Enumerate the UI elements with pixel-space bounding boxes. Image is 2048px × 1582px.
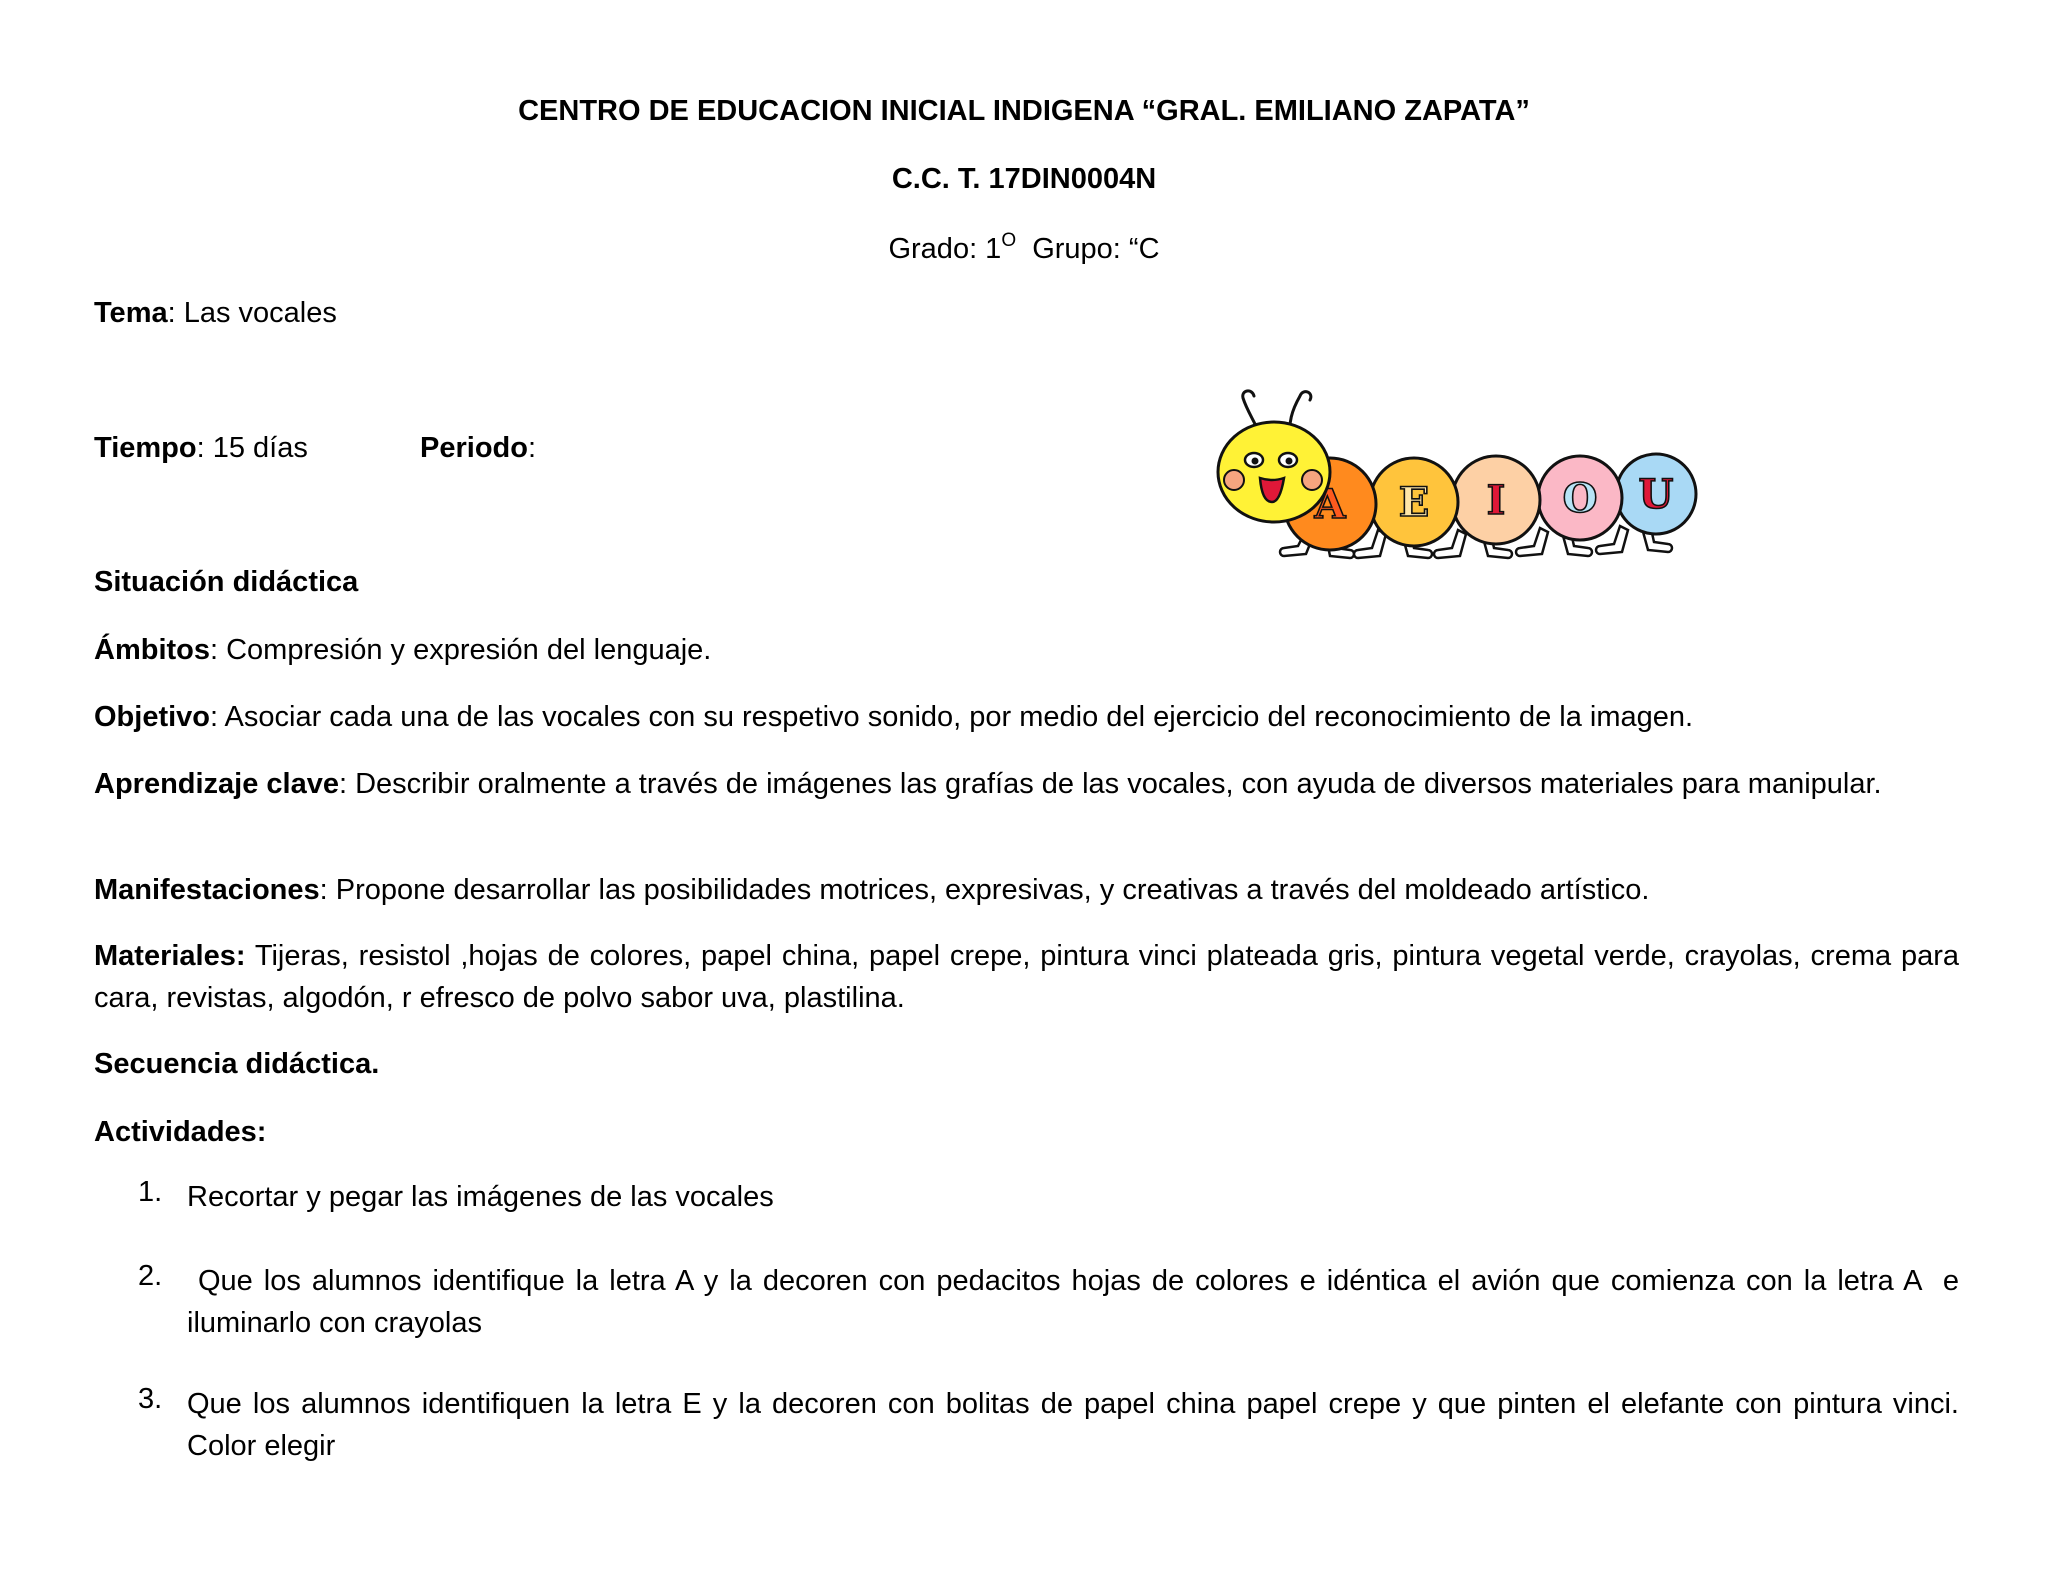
objetivo-value: : Asociar cada una de las vocales con su respetivo sonido, por medio del ejercicio del reconocimiento de la imagen. (210, 701, 1694, 733)
tema-value: : Las vocales (167, 297, 337, 329)
materiales-label: Materiales: (94, 940, 246, 972)
aprendizaje-label: Aprendizaje clave (94, 768, 339, 800)
manifestaciones-value: : Propone desarrollar las posibilidades motrices, expresivas, y creativas a través del moldeado artístico. (319, 874, 1650, 906)
materiales-paragraph (94, 935, 1959, 1019)
tema-line (94, 297, 337, 330)
grupo-label: Grupo: “C (1016, 233, 1160, 265)
vowel-a: A (1314, 481, 1346, 528)
vowel-o: O (1562, 475, 1598, 522)
grado-grupo (0, 230, 2048, 266)
ambitos-label: Ámbitos (94, 634, 210, 666)
ambitos-value: : Compresión y expresión del lenguaje. (210, 634, 712, 666)
objetivo-line (94, 701, 1693, 734)
objetivo-label: Objetivo (94, 701, 211, 733)
tema-label: Tema (94, 297, 168, 329)
actividades-heading: Actividades: (94, 1116, 267, 1148)
periodo-label: Periodo (420, 432, 528, 464)
vowel-caterpillar-illustration (1188, 380, 1700, 570)
cheek-left (1224, 470, 1244, 490)
activity-number: 2. (138, 1260, 163, 1292)
tiempo-value: : 15 días (196, 432, 308, 464)
manifestaciones-label: Manifestaciones (94, 874, 320, 906)
tiempo-label: Tiempo (94, 432, 197, 464)
vowel-e: E (1398, 479, 1430, 526)
school-title: CENTRO DE EDUCACION INICIAL INDIGENA “GRAL. EMILIANO ZAPATA” (518, 95, 1530, 127)
grado-label: Grado: 1 (888, 233, 1002, 265)
periodo-value: : (527, 432, 537, 464)
grado-superscript: O (1001, 230, 1017, 251)
tiempo-line (94, 432, 308, 465)
secuencia-heading: Secuencia didáctica. (94, 1048, 380, 1080)
manifestaciones-line (94, 874, 1649, 907)
activity-text: Que los alumnos identifiquen la letra E y la decoren con bolitas de papel china papel crepe y que pinten el elefante con pintura vinci. Color elegir (187, 1388, 1959, 1462)
aprendizaje-value: : Describir oralmente a través de imágenes las grafías de las vocales, con ayuda de diversos materiales para manipular. (339, 768, 1882, 800)
vowel-i: I (1486, 477, 1506, 524)
materiales-value: Tijeras, resistol ,hojas de colores, papel china, papel crepe, pintura vinci plateada gris, pintura vegetal verde, crayolas, crema para cara, revistas, algodón, r efresco de polvo sabor uva, plastilina. (94, 940, 1959, 1014)
situacion-heading: Situación didáctica (94, 566, 359, 598)
activity-number: 3. (138, 1383, 163, 1415)
activity-text: Que los alumnos identifique la letra A y la decoren con pedacitos hojas de colores e idéntica el avión que comienza con la letra A e iluminarlo con crayolas (187, 1265, 1968, 1339)
caterpillar-head (1218, 422, 1330, 522)
aprendizaje-paragraph (94, 763, 1959, 805)
activity-number: 1. (138, 1176, 163, 1208)
vowel-u: U (1638, 471, 1674, 518)
cct-code: C.C. T. 17DIN0004N (891, 163, 1157, 195)
activity-text: Recortar y pegar las imágenes de las vocales (187, 1181, 774, 1213)
ambitos-line (94, 634, 711, 667)
periodo-line (420, 432, 536, 465)
